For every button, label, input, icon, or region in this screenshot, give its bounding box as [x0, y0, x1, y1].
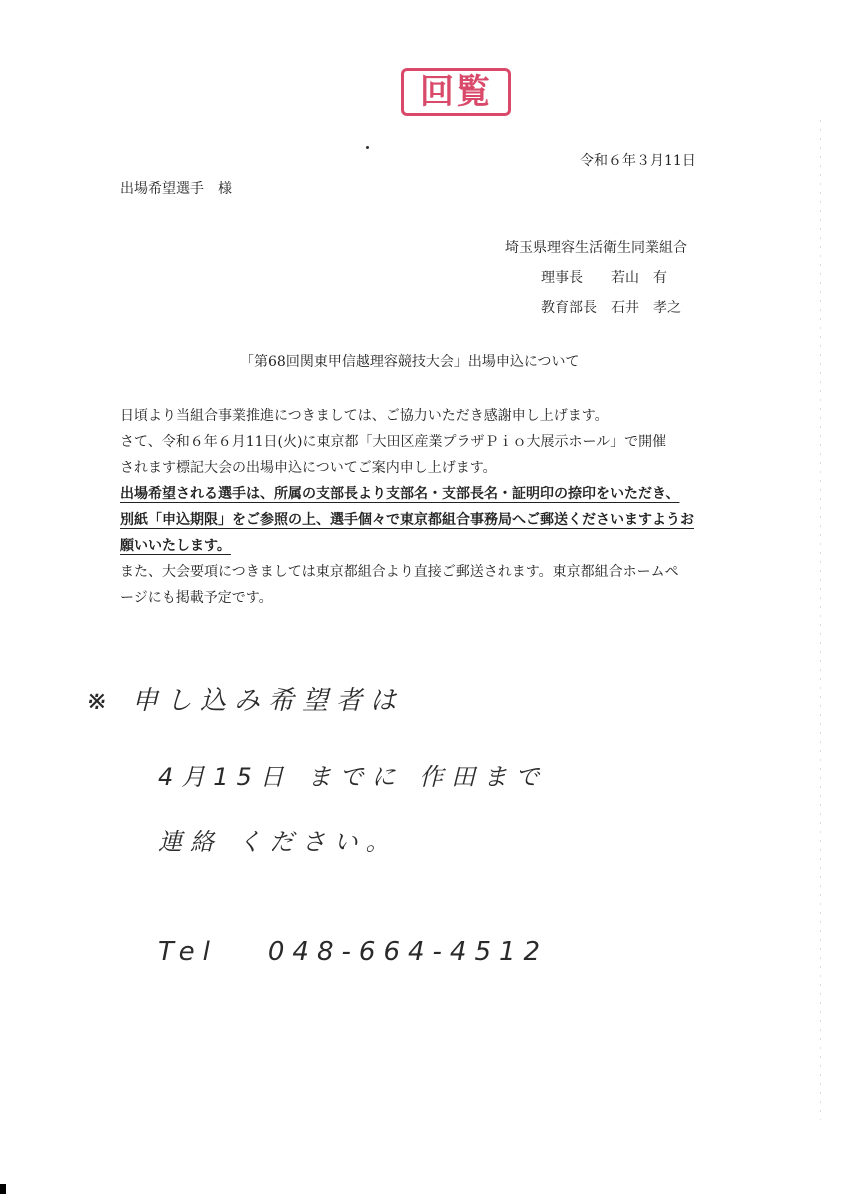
handwritten-note-line-2: 4月15日 までに 作田まで — [158, 763, 548, 791]
sender-organization: 埼玉県理容生活衛生同業組合 — [505, 240, 687, 256]
body-paragraph-4-line-2: ージにも掲載予定です。 — [120, 590, 273, 606]
body-paragraph-3-line-3: 願いいたします。 — [120, 538, 231, 554]
body-paragraph-2-line-2: されます標記大会の出場申込についてご案内申し上げます。 — [120, 460, 497, 476]
document-subject: 「第68回関東甲信越理容競技大会」出場申込について — [240, 354, 580, 370]
scan-dot — [366, 146, 369, 149]
sender-chairman: 理事長 若山 有 — [541, 270, 667, 286]
handwritten-note-line-3: 連絡 ください。 — [158, 828, 398, 856]
document-body — [120, 403, 710, 611]
body-paragraph-1: 日頃より当組合事業推進につきましては、ご協力いただき感謝申し上げます。 — [120, 408, 609, 424]
scan-edge-mark — [0, 1184, 6, 1194]
phone-number: 048-664-4512 — [267, 937, 549, 967]
document-date: 令和６年３月11日 — [580, 153, 696, 169]
handwritten-phone — [158, 937, 548, 967]
body-paragraph-2-line-1: さて、令和６年６月11日(火)に東京都「大田区産業プラザＰｉｏ大展示ホール」で開催 — [120, 434, 667, 450]
sender-education-director: 教育部長 石井 孝之 — [541, 300, 681, 316]
sender-block — [505, 233, 687, 323]
handwritten-note-line-1: ※ 申し込み希望者は — [86, 686, 405, 716]
scan-artifact — [820, 120, 821, 1120]
addressee: 出場希望選手 様 — [120, 181, 232, 197]
stamp-text: 回覧 — [420, 72, 492, 112]
body-paragraph-4-line-1: また、大会要項につきましては東京都組合より直接ご郵送されます。東京都組合ホームペ — [120, 564, 679, 580]
phone-label: Tel — [158, 937, 218, 967]
body-paragraph-3-line-1: 出場希望される選手は、所属の支部長より支部名・支部長名・証明印の捺印をいただき、 — [120, 486, 680, 502]
circulation-stamp — [401, 68, 511, 116]
body-paragraph-3-line-2: 別紙「申込期限」をご参照の上、選手個々で東京都組合事務局へご郵送くださいますようお — [120, 512, 694, 528]
